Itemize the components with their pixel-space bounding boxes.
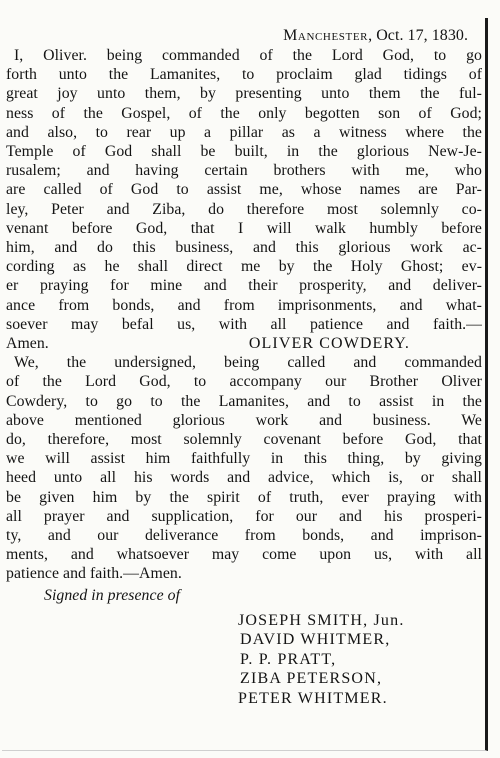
covenant-line: soever may befal us, with all patience and faith.— bbox=[6, 315, 482, 333]
signatory-name: PETER WHITMER. bbox=[238, 689, 388, 707]
covenant-line: cording as he shall direct me by the Holy Ghost; ev- bbox=[6, 258, 482, 276]
companions-line: we will assist him faithfully in this thing, by giving bbox=[6, 450, 482, 468]
covenant-line: er praying for mine and their prosperity, and deliver- bbox=[6, 277, 482, 295]
covenant-closing-row bbox=[6, 334, 482, 353]
signatory-name: JOSEPH SMITH, Jun. bbox=[238, 611, 405, 629]
signatory-name: DAVID WHITMER, bbox=[240, 631, 391, 649]
dateline bbox=[6, 26, 482, 45]
covenant-amen: Amen. bbox=[6, 335, 49, 353]
covenant-line: him, and do this business, and this glorious work ac- bbox=[6, 239, 482, 257]
companions-line: of the Lord God, to accompany our Brother Oliver bbox=[6, 373, 482, 391]
covenant-signature: OLIVER COWDERY. bbox=[248, 335, 410, 353]
covenant-line: Temple of God shall be built, in the glorious New-Je- bbox=[6, 143, 482, 161]
signatory-name: ZIBA PETERSON, bbox=[240, 670, 383, 688]
companions-line: We, the undersigned, being called and commanded bbox=[14, 354, 482, 372]
companions-line: heed unto all his words and advice, which is, or shall bbox=[6, 469, 482, 487]
dateline-date: , Oct. 17, 1830. bbox=[368, 27, 468, 44]
companions-line: do, therefore, most solemnly covenant before God, that bbox=[6, 431, 482, 449]
signatory-name: P. P. PRATT, bbox=[240, 650, 337, 668]
dateline-place: Manchester bbox=[283, 27, 369, 44]
covenant-line: forth unto the Lamanites, to proclaim glad tidings of bbox=[6, 66, 482, 84]
signed-in-presence-label: Signed in presence of bbox=[44, 586, 181, 604]
companions-paragraph bbox=[6, 353, 482, 583]
covenant-line: venant before God, that I will walk humbly before bbox=[6, 219, 482, 237]
covenant-line: ley, Peter and Ziba, do therefore most solemnly co- bbox=[6, 200, 482, 218]
companions-line: all prayer and supplication, for our and his prosperi- bbox=[6, 507, 482, 525]
covenant-line: and also, to rear up a pillar as a witness where the bbox=[6, 123, 482, 141]
covenant-line: are called of God to assist me, whose names are Par- bbox=[6, 181, 482, 199]
companions-line: be given him by the spirit of truth, ever praying with bbox=[6, 488, 482, 506]
signatory-list bbox=[6, 611, 482, 709]
covenant-line: ness of the Gospel, of the only begotten son of God; bbox=[6, 104, 482, 122]
covenant-paragraph bbox=[6, 46, 482, 353]
covenant-line: I, Oliver. being commanded of the Lord God, to go bbox=[14, 47, 482, 64]
covenant-line: rusalem; and having certain brothers with me, who bbox=[6, 162, 482, 180]
companions-line: patience and faith.—Amen. bbox=[6, 565, 182, 583]
article-column bbox=[6, 26, 482, 708]
companions-line: above mentioned glorious work and business. We bbox=[6, 411, 482, 429]
companions-line: ty, and our deliverance from bonds, and imprison- bbox=[6, 527, 482, 545]
covenant-line: ance from bonds, and from imprisonments, and what- bbox=[6, 296, 482, 314]
companions-line: Cowdery, to go to the Lamanites, and to assist in the bbox=[6, 392, 482, 410]
companions-line: ments, and whatsoever may come upon us, with all bbox=[6, 546, 482, 564]
covenant-line: great joy unto them, by presenting unto them the ful- bbox=[6, 85, 482, 103]
